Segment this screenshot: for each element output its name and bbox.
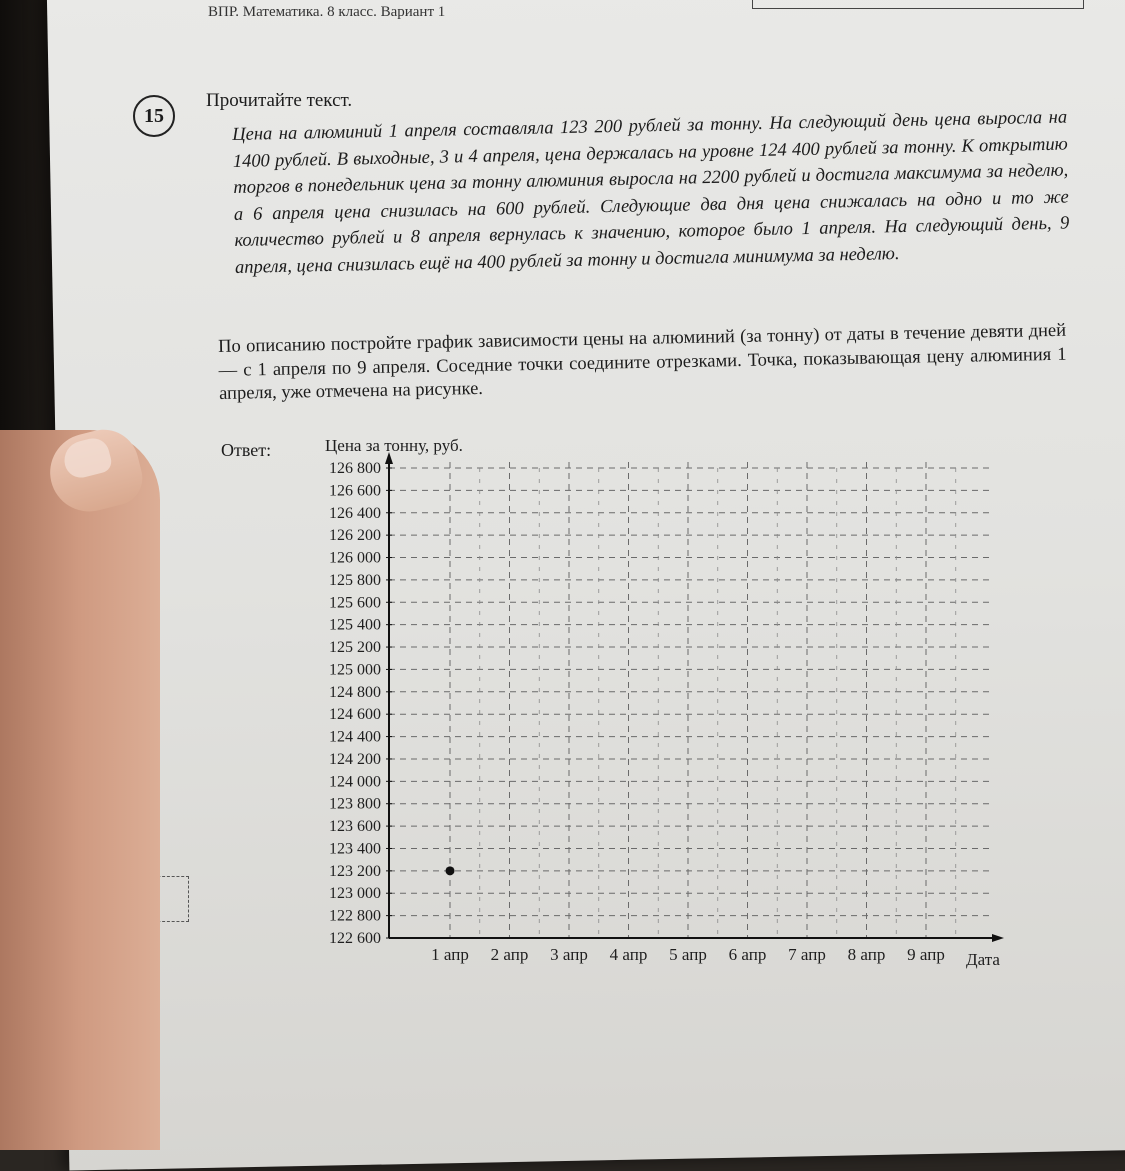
- task-story: Цена на алюминий 1 апреля составляла 123 200 рублей за тонну. На следующий день цена выросла на 1400 рублей. В выходные, 3 и 4 апреля, цена держалась на уровне 124 400 рублей за тонну. К открытию торгов в понедельник цена за тонну алюминия выросла на 2200 рублей и достигла максимума за неделю, а 6 апреля цена снизилась на 600 рублей. Следующие два дня цена снижалась на одно и то же количество рублей и 8 апреля вернулась к значению, которое было 1 апреля. На следующий день, 9 апреля, цена снизилась ещё на 400 рублей за тонну и достигла минимума за неделю.: [232, 107, 1070, 278]
- y-tick-label: 126 800: [329, 460, 381, 477]
- x-tick-label: 2 апр: [490, 945, 529, 964]
- y-tick-label: 126 000: [329, 549, 381, 567]
- y-tick-label: 123 000: [329, 885, 381, 903]
- chart-grid: [389, 462, 990, 938]
- y-tick-label: 125 800: [329, 571, 381, 589]
- y-tick-label: 123 200: [329, 862, 381, 880]
- y-tick-label: 125 400: [329, 616, 381, 634]
- y-tick-label: 123 600: [329, 818, 381, 836]
- y-tick-label: 125 000: [329, 661, 381, 679]
- y-tick-label: 122 600: [329, 930, 381, 947]
- x-tick-label: 1 апр: [431, 945, 469, 964]
- y-tick-label: 124 400: [329, 728, 381, 746]
- x-tick-labels: [431, 945, 945, 964]
- y-tick-label: 124 800: [329, 683, 381, 701]
- y-tick-labels: [329, 460, 392, 947]
- x-tick-label: 3 апр: [550, 945, 588, 964]
- page-header: ВПР. Математика. 8 класс. Вариант 1: [208, 4, 446, 20]
- y-tick-label: 124 600: [329, 706, 381, 724]
- header-box: [752, 0, 1084, 9]
- x-axis-label: Дата: [966, 950, 1000, 969]
- y-tick-label: 126 600: [329, 482, 381, 500]
- x-tick-label: 8 апр: [847, 945, 886, 964]
- x-axis-arrow: [992, 934, 1004, 942]
- x-tick-label: 9 апр: [907, 945, 945, 964]
- y-tick-label: 122 800: [329, 907, 381, 925]
- data-point: [446, 866, 455, 875]
- task-instruction: По описанию постройте график зависимости цены на алюминий (за тонну) от даты в течение девяти дней — с 1 апреля по 9 апреля. Соседние точки соедините отрезками. Точка, показывающая цену алюминия 1 апреля, уже отмечена на рисунке.: [218, 320, 1067, 404]
- chart-axes: [385, 452, 1004, 942]
- y-tick-label: 125 600: [329, 594, 381, 612]
- task-number: 15: [133, 95, 175, 137]
- y-tick-label: 123 400: [329, 840, 381, 858]
- hand: [0, 430, 160, 1150]
- x-tick-label: 5 апр: [669, 945, 707, 964]
- answer-label: Ответ:: [221, 440, 272, 460]
- y-tick-label: 123 800: [329, 795, 381, 813]
- x-tick-label: 6 апр: [728, 945, 767, 964]
- y-tick-label: 126 400: [329, 504, 381, 522]
- x-tick-label: 4 апр: [609, 945, 648, 964]
- task-intro: Прочитайте текст.: [206, 90, 353, 111]
- y-tick-label: 124 200: [329, 750, 381, 768]
- y-axis-label: Цена за тонну, руб.: [325, 436, 463, 455]
- y-tick-label: 125 200: [329, 639, 381, 657]
- y-tick-label: 126 200: [329, 527, 381, 545]
- price-chart[interactable]: [300, 430, 1020, 975]
- chart-points: [446, 866, 455, 875]
- x-tick-label: 7 апр: [788, 945, 826, 964]
- y-tick-label: 124 000: [329, 773, 381, 791]
